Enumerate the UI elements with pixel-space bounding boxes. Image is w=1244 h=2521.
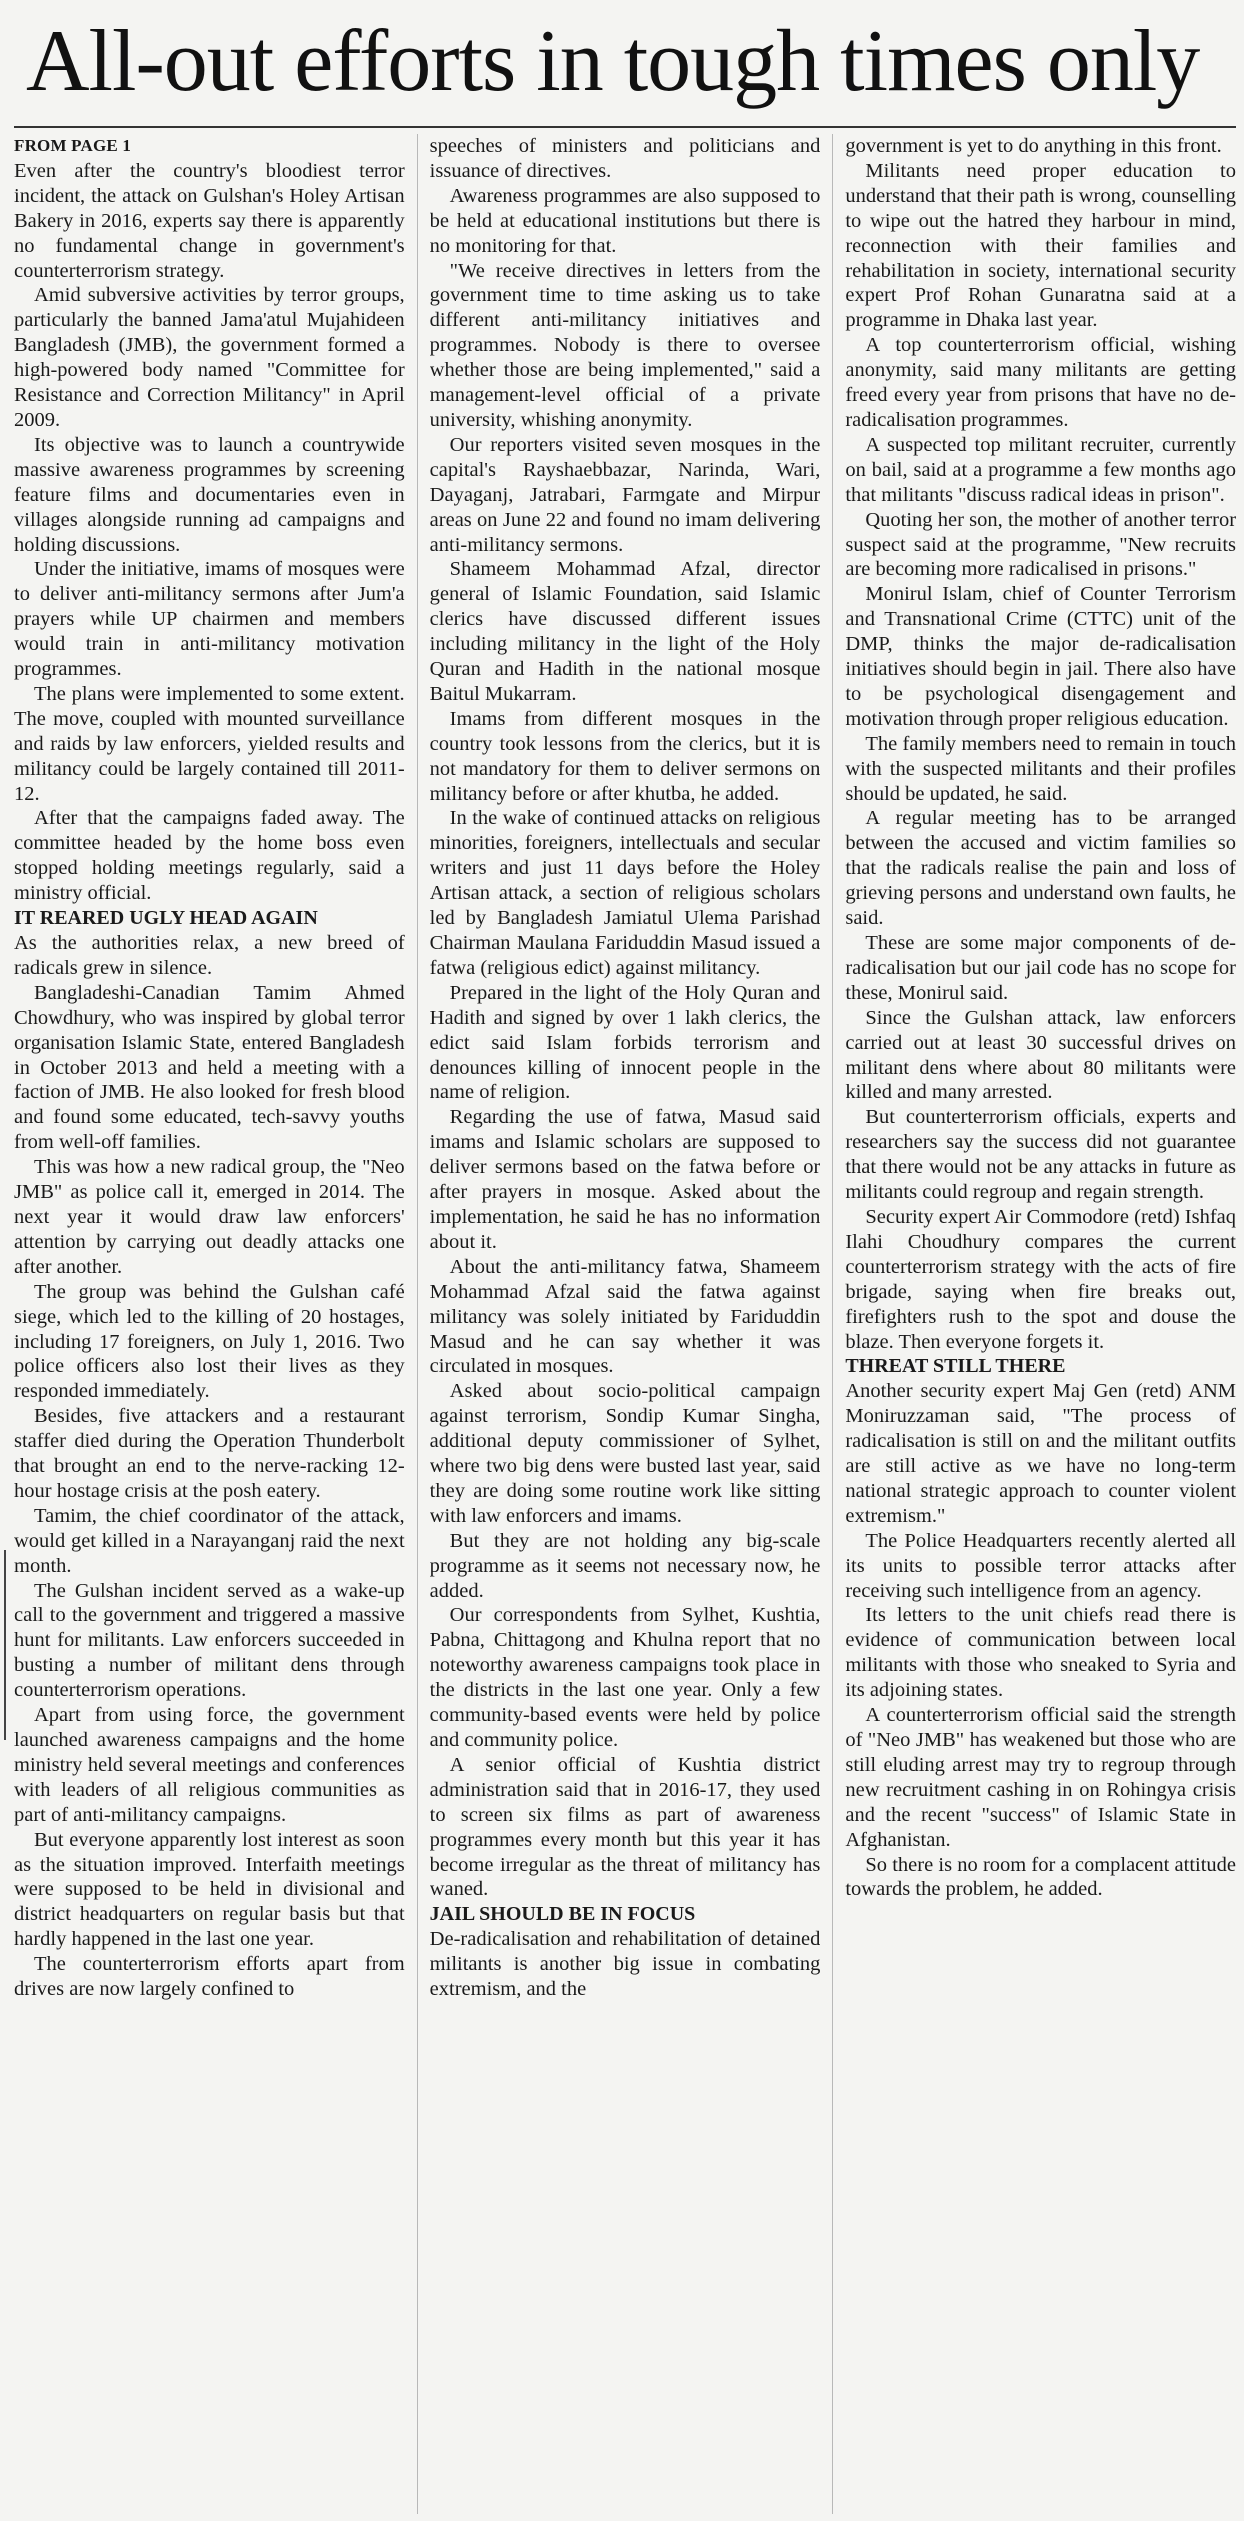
article-paragraph: So there is no room for a complacent attitude towards the problem, he added.: [845, 1853, 1237, 1901]
article-paragraph: Besides, five attackers and a restaurant staffer died during the Operation Thunderbolt that brought an end to the nerve-racking 12-hour hostage crisis at the posh eatery.: [14, 1405, 405, 1502]
article-paragraph: A suspected top militant recruiter, currently on bail, said at a programme a few months ago that militants "discuss radical ideas in prison".: [845, 433, 1237, 506]
article-paragraph: Another security expert Maj Gen (retd) ANM Moniruzzaman said, "The process of radicalisation is still on and the militant outfits are still active as we have no long-term national strategic approach to counter violent extremism.": [845, 1380, 1237, 1527]
article-column-2: [430, 134, 821, 2514]
section-subhead: JAIL SHOULD BE IN FOCUS: [429, 1903, 696, 1926]
article-paragraph: Security expert Air Commodore (retd) Ishfaq Ilahi Choudhury compares the current counterterrorism strategy with the acts of fire brigade, saying when fire breaks out, firefighters rush to the spot and douse the blaze. Then everyone forgets it.: [845, 1205, 1237, 1353]
article-paragraph: Quoting her son, the mother of another terror suspect said at the programme, "New recruits are becoming more radicalised in prisons.": [845, 508, 1237, 581]
article-paragraph: Its letters to the unit chiefs read there is evidence of communication between local militants with those who sneaked to Syria and its adjoining states.: [845, 1604, 1237, 1702]
headline: All-out efforts in tough times only: [26, 13, 1200, 110]
article-paragraph: Apart from using force, the government launched awareness campaigns and the home ministry held several meetings and conferences with leaders of all religious communities as part of anti-militancy campaigns.: [14, 1704, 405, 1826]
article-paragraph: A regular meeting has to be arranged between the accused and victim families so that the radicals realise the pain and loss of grieving persons and understand own faults, he said.: [845, 807, 1237, 930]
article-paragraph: A senior official of Kushtia district administration said that in 2016-17, they used to screen six films as part of awareness programmes every month but this year it has become irregular as the threat of militancy has waned.: [429, 1753, 821, 1901]
article-paragraph: Monirul Islam, chief of Counter Terrorism and Transnational Crime (CTTC) unit of the DMP, thinks the major de-radicalisation initiatives should begin in jail. There also have to be psychological disengagement and motivation through proper religious education.: [845, 583, 1237, 730]
article-paragraph: Its objective was to launch a countrywide massive awareness programmes by screening feature films and documentaries even in villages alongside running ad campaigns and holding discussions.: [14, 433, 405, 556]
section-subhead: IT REARED UGLY HEAD AGAIN: [14, 907, 318, 930]
article-paragraph: This was how a new radical group, the "Neo JMB" as police call it, emerged in 2014. The next year it would draw law enforcers' attention by carrying out deadly attacks one after another.: [14, 1156, 405, 1278]
article-paragraph: But everyone apparently lost interest as soon as the situation improved. Interfaith meetings were supposed to be held in divisional and district headquarters on regular basis but that hardly happened in the last one year.: [14, 1828, 405, 1951]
section-subhead: THREAT STILL THERE: [845, 1355, 1066, 1378]
article-paragraph: Our correspondents from Sylhet, Kushtia, Pabna, Chittagong and Khulna report that no noteworthy awareness campaigns took place in the districts in the last one year. Only a few community-based events were held by police and community police.: [429, 1604, 821, 1751]
article-paragraph: Bangladeshi-Canadian Tamim Ahmed Chowdhury, who was inspired by global terror organisation Islamic State, entered Bangladesh in October 2013 and held a meeting with a faction of JMB. He also looked for fresh blood and found some educated, tech-savvy youths from well-off families.: [14, 981, 405, 1154]
article-paragraph: After that the campaigns faded away. The committee headed by the home boss even stopped holding meetings regularly, said a ministry official.: [14, 807, 405, 905]
kicker: FROM PAGE 1: [14, 136, 132, 155]
article-paragraph: The group was behind the Gulshan café siege, which led to the killing of 20 hostages, including 17 foreigners, on July 1, 2016. Two police officers also lost their lives as they responded immediately.: [14, 1280, 405, 1403]
article-paragraph: But counterterrorism officials, experts and researchers say the success did not guarantee that there would not be any attacks in future as militants could regroup and regain strength.: [845, 1106, 1237, 1204]
article-paragraph: The plans were implemented to some extent. The move, coupled with mounted surveillance and raids by law enforcers, yielded results and militancy could be largely contained till 2011-12.: [14, 682, 405, 805]
article-paragraph: The Police Headquarters recently alerted all its units to possible terror attacks after receiving such intelligence from an agency.: [845, 1529, 1237, 1602]
article-paragraph: About the anti-militancy fatwa, Shameem Mohammad Afzal said the fatwa against militancy was solely initiated by Fariduddin Masud and he can say whether it was circulated in mosques.: [429, 1255, 821, 1378]
article-paragraph: Tamim, the chief coordinator of the attack, would get killed in a Narayanganj raid the next month.: [14, 1504, 405, 1577]
headline-rule: [14, 126, 1236, 128]
article-paragraph: "We receive directives in letters from the government time to time asking us to take different anti-militancy initiatives and programmes. Nobody is there to oversee whether those are being implemented," said a management-level official of a private university, whishing anonymity.: [429, 259, 821, 431]
article-paragraph: As the authorities relax, a new breed of radicals grew in silence.: [14, 932, 405, 979]
article-paragraph: In the wake of continued attacks on religious minorities, foreigners, intellectuals and secular writers and just 11 days before the Holey Artisan attack, a section of religious scholars led by Bangladesh Jamiatul Ulema Parishad Chairman Maulana Fariduddin Masud issued a fatwa (religious edict) against militancy.: [429, 807, 821, 979]
article-paragraph: Awareness programmes are also supposed to be held at educational institutions but there is no monitoring for that.: [429, 184, 821, 257]
article-paragraph: Prepared in the light of the Holy Quran and Hadith and signed by over 1 lakh clerics, the edict said Islam forbids terrorism and denounces killing of innocent people in the name of religion.: [429, 981, 821, 1104]
article-paragraph: Imams from different mosques in the country took lessons from the clerics, but it is not mandatory for them to deliver sermons on militancy before or after khutba, he added.: [429, 707, 821, 805]
article-paragraph: A counterterrorism official said the strength of "Neo JMB" has weakened but those who are still eluding arrest may try to regroup through new recruitment cashing in on Rohingya crisis and the recent "success" of Islamic State in Afghanistan.: [845, 1704, 1237, 1851]
article-paragraph: speeches of ministers and politicians and issuance of directives.: [429, 135, 821, 182]
article-column-1: [14, 134, 405, 2514]
article-paragraph: Since the Gulshan attack, law enforcers carried out at least 30 successful drives on militant dens where about 80 militants were killed and many arrested.: [845, 1006, 1237, 1104]
article-paragraph: The Gulshan incident served as a wake-up call to the government and triggered a massive hunt for militants. Law enforcers succeeded in busting a number of militant dens through counterterrorism operations.: [14, 1579, 405, 1702]
article-paragraph: The counterterrorism efforts apart from drives are now largely confined to: [14, 1953, 405, 2001]
article-paragraph: Amid subversive activities by terror groups, particularly the banned Jama'atul Mujahideen Bangladesh (JMB), the government formed a high-powered body named "Committee for Resistance and Correction Militancy" in April 2009.: [14, 284, 405, 431]
article-paragraph: Our reporters visited seven mosques in the capital's Rayshaebbazar, Narinda, Wari, Dayaganj, Jatrabari, Farmgate and Mirpur areas on June 22 and found no imam delivering anti-militancy sermons.: [429, 433, 821, 556]
column-divider: [417, 134, 418, 2514]
article-paragraph: These are some major components of de-radicalisation but our jail code has no scope for these, Monirul said.: [845, 932, 1237, 1004]
article-paragraph: Asked about socio-political campaign against terrorism, Sondip Kumar Singha, additional deputy commissioner of Sylhet, where two big dens were busted last year, said they are doing some routine work like sitting with law enforcers and imams.: [429, 1380, 821, 1527]
article-column-3: [845, 134, 1236, 2514]
article-columns: [14, 134, 1236, 2514]
article-paragraph: De-radicalisation and rehabilitation of detained militants is another big issue in combating extremism, and the: [429, 1928, 821, 2001]
article-paragraph: Regarding the use of fatwa, Masud said imams and Islamic scholars are supposed to deliver sermons based on the fatwa before or after prayers in mosque. Asked about the implementation, he said he has no information about it.: [429, 1106, 821, 1253]
article-paragraph: government is yet to do anything in this front.: [845, 135, 1222, 157]
article-paragraph: Even after the country's bloodiest terror incident, the attack on Gulshan's Holey Artisan Bakery in 2016, experts say there is apparently no fundamental change in government's counterterrorism strategy.: [14, 159, 405, 282]
article-paragraph: Under the initiative, imams of mosques were to deliver anti-militancy sermons after Jum'a prayers while UP chairmen and members would train in anti-militancy motivation programmes.: [14, 558, 405, 681]
article-paragraph: A top counterterrorism official, wishing anonymity, said many militants are getting freed every year from prisons that have no de-radicalisation programmes.: [845, 334, 1237, 431]
article-paragraph: The family members need to remain in touch with the suspected militants and their profiles should be updated, he said.: [845, 732, 1237, 805]
article-paragraph: Shameem Mohammad Afzal, director general of Islamic Foundation, said Islamic clerics have discussed different issues including militancy in the light of the Holy Quran and Hadith in the national mosque Baitul Mukarram.: [429, 558, 821, 705]
article-paragraph: But they are not holding any big-scale programme as it seems not necessary now, he added.: [429, 1529, 821, 1602]
margin-mark: [4, 1550, 6, 1740]
column-divider: [832, 134, 833, 2514]
article-paragraph: Militants need proper education to understand that their path is wrong, counselling to wipe out the hatred they harbour in mind, reconnection with their families and rehabilitation in society, international security expert Prof Rohan Gunaratna said at a programme in Dhaka last year.: [845, 159, 1237, 332]
